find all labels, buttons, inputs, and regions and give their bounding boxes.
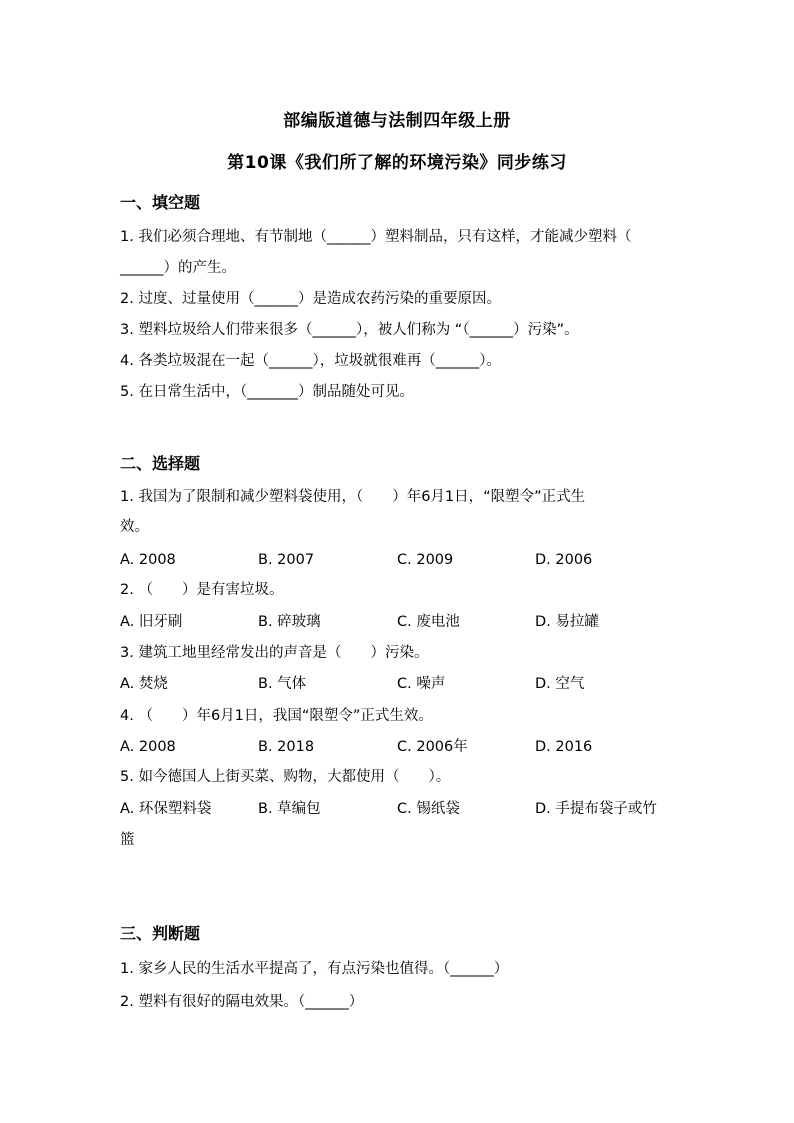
fill-question-1-line-1: 1. 我们必须合理地、有节制地（______）塑料制品，只有这样，才能减少塑料（ — [120, 229, 632, 245]
choice-4-option-c: C. 2006年 — [397, 739, 468, 755]
choice-5-option-c: C. 锡纸袋 — [397, 801, 460, 817]
section-heading-fill: 一、填空题 — [120, 193, 201, 212]
choice-2-option-a: A. 旧牙刷 — [120, 614, 183, 630]
choice-1-option-d: D. 2006 — [535, 552, 593, 568]
fill-question-3: 3. 塑料垃圾给人们带来很多（______），被人们称为 “（______）污染”。 — [120, 322, 579, 338]
choice-3-option-b: B. 气体 — [258, 676, 307, 692]
choice-question-4: 4. （ ）年6月1日，我国“限塑令”正式生效。 — [120, 708, 433, 724]
choice-5-option-b: B. 草编包 — [258, 801, 321, 817]
fill-question-4: 4. 各类垃圾混在一起（______），垃圾就很难再（______）。 — [120, 353, 501, 369]
choice-5-option-a: A. 环保塑料袋 — [120, 801, 212, 817]
choice-4-option-d: D. 2016 — [535, 739, 593, 755]
choice-5-option-d-continued: 篮 — [120, 832, 135, 848]
choice-question-2: 2. （ ）是有害垃圾。 — [120, 582, 284, 598]
section-heading-judge: 三、判断题 — [120, 924, 201, 943]
choice-3-option-a: A. 焚烧 — [120, 676, 168, 692]
choice-2-option-c: C. 废电池 — [397, 614, 460, 630]
fill-question-2: 2. 过度、过量使用（______）是造成农药污染的重要原因。 — [120, 291, 501, 307]
choice-4-option-a: A. 2008 — [120, 739, 176, 755]
choice-question-1-line-2: 效。 — [120, 519, 149, 535]
judge-question-2: 2. 塑料有很好的隔电效果。（______） — [120, 994, 364, 1010]
choice-1-option-c: C. 2009 — [397, 552, 454, 568]
choice-2-option-d: D. 易拉罐 — [535, 614, 599, 630]
section-heading-choice: 二、选择题 — [120, 454, 201, 473]
choice-question-5: 5. 如今德国人上街买菜、购物，大都使用（ ）。 — [120, 769, 451, 785]
fill-question-1-line-2: ______）的产生。 — [120, 260, 236, 276]
document-subtitle: 第10课《我们所了解的环境污染》同步练习 — [227, 153, 567, 173]
choice-question-1-line-1: 1. 我国为了限制和减少塑料袋使用，（ ）年6月1日，“限塑令”正式生 — [120, 489, 586, 505]
document-title: 部编版道德与法制四年级上册 — [283, 111, 511, 131]
choice-1-option-b: B. 2007 — [258, 552, 315, 568]
fill-question-5: 5. 在日常生活中，（_______）制品随处可见。 — [120, 384, 414, 400]
choice-3-option-c: C. 噪声 — [397, 676, 446, 692]
choice-3-option-d: D. 空气 — [535, 676, 585, 692]
choice-5-option-d: D. 手提布袋子或竹 — [535, 801, 657, 817]
choice-4-option-b: B. 2018 — [258, 739, 315, 755]
choice-1-option-a: A. 2008 — [120, 552, 176, 568]
judge-question-1: 1. 家乡人民的生活水平提高了，有点污染也值得。（______） — [120, 961, 509, 977]
choice-2-option-b: B. 碎玻璃 — [258, 614, 321, 630]
choice-question-3: 3. 建筑工地里经常发出的声音是（ ）污染。 — [120, 645, 429, 661]
